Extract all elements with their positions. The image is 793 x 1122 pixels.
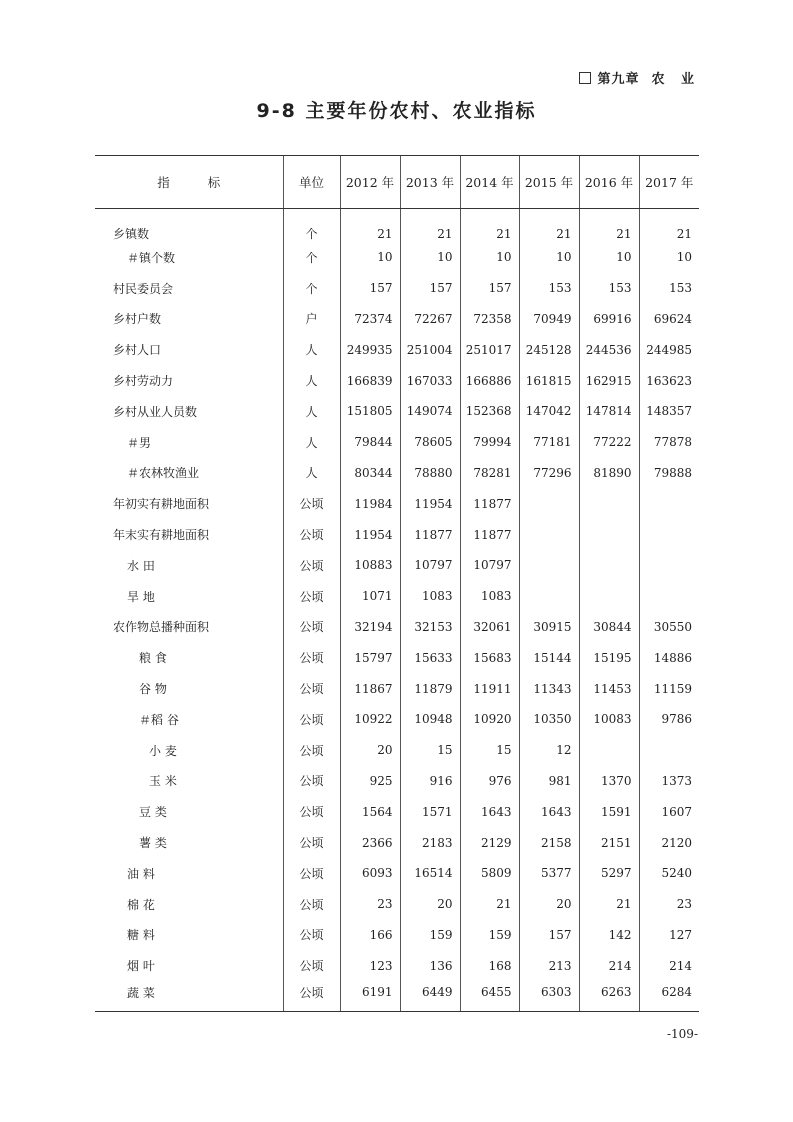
row-value: 10 [639,242,699,273]
row-value: 21 [519,209,579,243]
row-value [579,735,639,766]
row-unit: 个 [283,273,340,304]
row-unit: 公顷 [283,519,340,550]
table-row [95,396,699,427]
table-row [95,550,699,581]
row-value: 10 [340,242,400,273]
row-unit: 公顷 [283,735,340,766]
row-value: 136 [400,950,460,981]
row-value: 78281 [460,458,519,489]
row-value: 11453 [579,673,639,704]
page-number: -109- [666,1027,698,1041]
row-value: 30550 [639,612,699,643]
row-value: 72267 [400,304,460,335]
row-value: 1564 [340,796,400,827]
row-value: 976 [460,766,519,797]
table-row [95,796,699,827]
row-value: 151805 [340,396,400,427]
row-value: 30915 [519,612,579,643]
row-unit: 公顷 [283,766,340,797]
row-value: 2183 [400,827,460,858]
row-value: 11877 [400,519,460,550]
row-value: 245128 [519,334,579,365]
row-unit: 公顷 [283,796,340,827]
row-value: 168 [460,950,519,981]
row-value: 70949 [519,304,579,335]
row-value: 78605 [400,427,460,458]
table-row [95,858,699,889]
row-value: 72358 [460,304,519,335]
row-value: 15797 [340,642,400,673]
row-value: 81890 [579,458,639,489]
row-value: 1643 [519,796,579,827]
table-row [95,273,699,304]
row-value: 32061 [460,612,519,643]
row-indicator-name: ＃镇个数 [127,250,176,265]
table-row [95,673,699,704]
square-icon [579,72,591,84]
row-value: 162915 [579,365,639,396]
row-value: 10083 [579,704,639,735]
table-row [95,581,699,612]
row-value: 1083 [400,581,460,612]
indicator-table [95,155,699,1012]
row-value: 30844 [579,612,639,643]
row-indicator-name: 烟 叶 [127,959,155,974]
header-unit: 单位 [283,156,340,209]
row-unit: 公顷 [283,981,340,1012]
row-value: 77181 [519,427,579,458]
row-value: 214 [579,950,639,981]
row-value: 157 [460,273,519,304]
row-unit: 公顷 [283,889,340,920]
row-unit: 人 [283,427,340,458]
row-value: 167033 [400,365,460,396]
row-value: 147814 [579,396,639,427]
row-value: 6263 [579,981,639,1012]
row-value: 2151 [579,827,639,858]
row-value [519,519,579,550]
row-value: 21 [460,209,519,243]
chapter-label: 第九章 [597,72,640,87]
row-indicator-name: 谷 物 [139,682,167,697]
row-unit: 公顷 [283,704,340,735]
row-value: 11879 [400,673,460,704]
row-value: 161815 [519,365,579,396]
row-value: 80344 [340,458,400,489]
row-value: 20 [400,889,460,920]
table-header-row [95,156,699,209]
table-row [95,642,699,673]
row-value: 10 [519,242,579,273]
row-value: 79888 [639,458,699,489]
row-value [639,519,699,550]
row-value [519,488,579,519]
table-row [95,427,699,458]
row-value: 20 [340,735,400,766]
table-row [95,334,699,365]
table-row [95,766,699,797]
row-indicator-name: 乡村从业人员数 [113,404,198,419]
row-unit: 人 [283,458,340,489]
table-row [95,889,699,920]
row-indicator-name: 油 料 [127,866,155,881]
row-value: 10 [400,242,460,273]
table-row [95,365,699,396]
row-value: 157 [340,273,400,304]
header-indicator: 指标 [95,156,283,209]
row-value: 5809 [460,858,519,889]
row-value: 10883 [340,550,400,581]
chapter-topic: 农 业 [651,72,700,87]
row-value: 23 [639,889,699,920]
row-value: 251004 [400,334,460,365]
row-indicator-name: 小 麦 [149,743,177,758]
table-row [95,612,699,643]
row-value: 148357 [639,396,699,427]
row-value: 916 [400,766,460,797]
row-value: 6093 [340,858,400,889]
row-value: 159 [460,920,519,951]
row-value: 163623 [639,365,699,396]
row-value: 251017 [460,334,519,365]
row-value: 2120 [639,827,699,858]
row-value: 149074 [400,396,460,427]
row-indicator-name: 糖 料 [127,928,155,943]
row-value: 21 [579,889,639,920]
row-value: 244536 [579,334,639,365]
row-unit: 公顷 [283,642,340,673]
chapter-header [579,68,700,87]
table-row [95,704,699,735]
row-indicator-name: 豆 类 [139,805,167,820]
row-unit: 公顷 [283,581,340,612]
row-value: 157 [519,920,579,951]
row-value [519,550,579,581]
table-row [95,827,699,858]
row-value: 21 [460,889,519,920]
row-indicator-name: ＃农林牧渔业 [127,466,200,481]
row-value: 12 [519,735,579,766]
header-year: 2016 年 [579,156,639,209]
row-value: 1373 [639,766,699,797]
row-value: 11911 [460,673,519,704]
row-value: 6284 [639,981,699,1012]
row-value: 72374 [340,304,400,335]
row-value: 153 [579,273,639,304]
row-value: 11954 [340,519,400,550]
table-row [95,488,699,519]
row-indicator-name: 旱 地 [127,589,155,604]
row-indicator-name: ＃稻 谷 [139,712,179,727]
row-indicator-name: 农作物总播种面积 [113,620,210,635]
row-value [579,581,639,612]
row-value: 11877 [460,519,519,550]
row-value: 1083 [460,581,519,612]
row-value: 166 [340,920,400,951]
row-value: 6449 [400,981,460,1012]
header-year: 2015 年 [519,156,579,209]
page-title: 9-8 主要年份农村、农业指标 [256,100,537,122]
row-value: 981 [519,766,579,797]
row-indicator-name: 乡村劳动力 [113,374,174,389]
row-value: 10920 [460,704,519,735]
row-indicator-name: 蔬 菜 [95,981,283,1012]
row-unit: 公顷 [283,950,340,981]
row-value: 1607 [639,796,699,827]
row-indicator-name: ＃男 [127,435,152,450]
row-value: 15683 [460,642,519,673]
row-value: 11877 [460,488,519,519]
row-value: 77222 [579,427,639,458]
row-unit: 公顷 [283,550,340,581]
row-value: 6455 [460,981,519,1012]
row-unit: 户 [283,304,340,335]
row-value: 1591 [579,796,639,827]
row-value: 152368 [460,396,519,427]
row-value: 157 [400,273,460,304]
row-value: 2129 [460,827,519,858]
row-value: 77878 [639,427,699,458]
row-value: 166839 [340,365,400,396]
row-unit: 公顷 [283,612,340,643]
row-indicator-name: 村民委员会 [113,281,174,296]
row-value: 249935 [340,334,400,365]
row-value: 214 [639,950,699,981]
row-unit: 人 [283,334,340,365]
table-row [95,519,699,550]
row-value: 15144 [519,642,579,673]
row-value: 32153 [400,612,460,643]
row-value: 11343 [519,673,579,704]
row-value: 11954 [400,488,460,519]
row-value: 10797 [400,550,460,581]
row-unit: 公顷 [283,673,340,704]
row-indicator-name: 乡村户数 [113,312,162,327]
row-value: 11159 [639,673,699,704]
row-value [579,519,639,550]
table-row [95,209,699,243]
row-indicator-name: 水 田 [127,558,155,573]
row-value: 127 [639,920,699,951]
row-value: 15195 [579,642,639,673]
row-indicator-name: 薯 类 [139,836,167,851]
row-value: 79844 [340,427,400,458]
table-row [95,950,699,981]
row-value: 21 [400,209,460,243]
row-value: 159 [400,920,460,951]
table-row [95,920,699,951]
row-value: 69624 [639,304,699,335]
header-year: 2014 年 [460,156,519,209]
row-value: 10922 [340,704,400,735]
row-value: 1643 [460,796,519,827]
row-indicator-name: 年初实有耕地面积 [113,497,210,512]
row-indicator-name: 乡镇数 [113,227,150,241]
row-value: 123 [340,950,400,981]
row-value: 69916 [579,304,639,335]
row-value: 16514 [400,858,460,889]
row-value: 153 [519,273,579,304]
row-value [639,581,699,612]
header-year: 2013 年 [400,156,460,209]
row-value: 1571 [400,796,460,827]
row-indicator-name: 玉 米 [149,774,177,789]
row-value: 5377 [519,858,579,889]
row-value: 79994 [460,427,519,458]
table-row [95,304,699,335]
table-row [95,981,699,1012]
table-row [95,242,699,273]
row-value: 14886 [639,642,699,673]
row-value: 15 [460,735,519,766]
row-value: 2366 [340,827,400,858]
row-value: 10 [460,242,519,273]
row-value: 78880 [400,458,460,489]
row-value: 10948 [400,704,460,735]
row-value [639,735,699,766]
row-value: 77296 [519,458,579,489]
row-unit: 公顷 [283,827,340,858]
row-value: 147042 [519,396,579,427]
row-value [639,488,699,519]
row-value: 21 [340,209,400,243]
table-body [95,209,699,1012]
row-value: 244985 [639,334,699,365]
row-value [519,581,579,612]
row-value [579,550,639,581]
row-value [579,488,639,519]
row-unit: 人 [283,365,340,396]
row-value: 166886 [460,365,519,396]
row-value: 21 [639,209,699,243]
row-value: 142 [579,920,639,951]
row-value: 5240 [639,858,699,889]
row-value: 2158 [519,827,579,858]
row-value: 10 [579,242,639,273]
row-value: 23 [340,889,400,920]
row-value: 1370 [579,766,639,797]
row-unit: 公顷 [283,858,340,889]
row-value: 10350 [519,704,579,735]
row-value: 9786 [639,704,699,735]
row-unit: 公顷 [283,920,340,951]
header-year: 2017 年 [639,156,699,209]
row-value: 6191 [340,981,400,1012]
row-value: 5297 [579,858,639,889]
table-row [95,458,699,489]
row-value: 11984 [340,488,400,519]
header-year: 2012 年 [340,156,400,209]
row-unit: 个 [283,242,340,273]
row-value: 32194 [340,612,400,643]
row-unit: 公顷 [283,488,340,519]
row-value: 10797 [460,550,519,581]
row-indicator-name: 棉 花 [127,897,155,912]
row-unit: 个 [283,209,340,243]
row-indicator-name: 粮 食 [139,651,167,666]
row-value: 20 [519,889,579,920]
row-value: 21 [579,209,639,243]
table-row [95,735,699,766]
row-value: 15633 [400,642,460,673]
row-value [639,550,699,581]
row-value: 925 [340,766,400,797]
row-value: 1071 [340,581,400,612]
row-value: 153 [639,273,699,304]
row-indicator-name: 年末实有耕地面积 [113,528,210,543]
row-value: 11867 [340,673,400,704]
row-value: 15 [400,735,460,766]
row-value: 6303 [519,981,579,1012]
row-unit: 人 [283,396,340,427]
row-value: 213 [519,950,579,981]
row-indicator-name: 乡村人口 [113,343,162,358]
